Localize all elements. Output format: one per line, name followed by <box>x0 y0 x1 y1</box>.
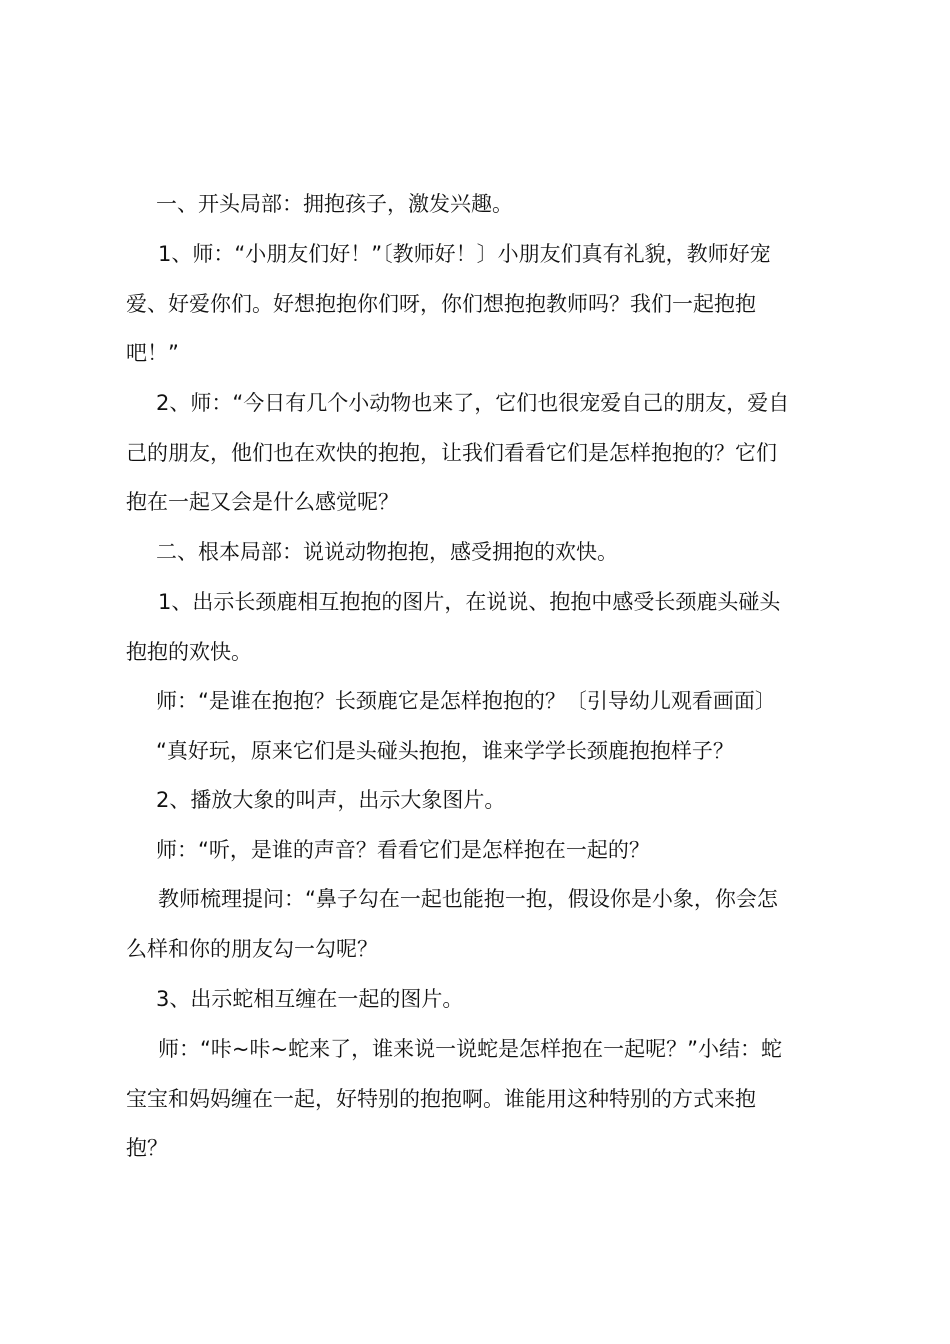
paragraph-giraffe-imitate <box>126 727 838 777</box>
section-heading-opening <box>126 180 838 230</box>
paragraph-teacher-summary <box>126 875 838 974</box>
text-line: “真好玩，原来它们是头碰头抱抱，谁来学学长颈鹿抱抱样子？ <box>156 739 734 763</box>
text-line: 么样和你的朋友勾一勾呢？ <box>126 936 378 961</box>
text-line: 抱抱的欢快。 <box>126 639 252 664</box>
text-line: 师：“是谁在抱抱？长颈鹿它是怎样抱抱的？〔引导幼儿观看画面〕 <box>156 689 776 713</box>
text-line: 宝宝和妈妈缠在一起，好特别的抱抱啊。谁能用这种特别的方式来抱 <box>126 1086 756 1111</box>
paragraph-elephant <box>126 776 838 826</box>
text-line: 2、播放大象的叫声，出示大象图片。 <box>156 788 506 812</box>
text-line: 己的朋友，他们也在欢快的抱抱，让我们看看它们是怎样抱抱的？它们 <box>126 440 777 465</box>
text-line: 3、出示蛇相互缠在一起的图片。 <box>156 987 464 1011</box>
text-line: 抱？ <box>126 1136 168 1161</box>
text-line: 一、开头局部：拥抱孩子，激发兴趣。 <box>156 192 513 216</box>
paragraph-snake-question <box>126 1025 838 1174</box>
paragraph-teacher-greeting <box>126 230 838 379</box>
text-line: 爱、好爱你们。好想抱抱你们呀，你们想抱抱教师吗？我们一起抱抱 <box>126 291 756 316</box>
text-line: 二、根本局部：说说动物抱抱，感受拥抱的欢快。 <box>156 540 618 564</box>
text-line: 教师梳理提问：“鼻子勾在一起也能抱一抱，假设你是小象，你会怎 <box>158 887 778 911</box>
paragraph-animals-intro <box>126 379 838 528</box>
section-heading-main <box>126 528 838 578</box>
text-line: 抱在一起又会是什么感觉呢？ <box>126 490 399 515</box>
paragraph-giraffe <box>126 578 838 677</box>
text-line: 师：“听，是谁的声音？看看它们是怎样抱在一起的？ <box>156 838 650 862</box>
text-line: 2、师：“今日有几个小动物也来了，它们也很宠爱自己的朋友，爱自 <box>156 391 790 415</box>
paragraph-elephant-question <box>126 826 838 876</box>
paragraph-snake <box>126 975 838 1025</box>
paragraph-giraffe-question <box>126 677 838 727</box>
text-line: 1、师：“小朋友们好！”〔教师好！〕小朋友们真有礼貌，教师好宠 <box>158 242 771 266</box>
text-line: 1、出示长颈鹿相互抱抱的图片，在说说、抱抱中感受长颈鹿头碰头 <box>158 590 781 614</box>
text-line: 吧！” <box>126 341 179 366</box>
text-line: 师：“咔~咔~蛇来了，谁来说一说蛇是怎样抱在一起呢？”小结：蛇 <box>158 1037 782 1061</box>
